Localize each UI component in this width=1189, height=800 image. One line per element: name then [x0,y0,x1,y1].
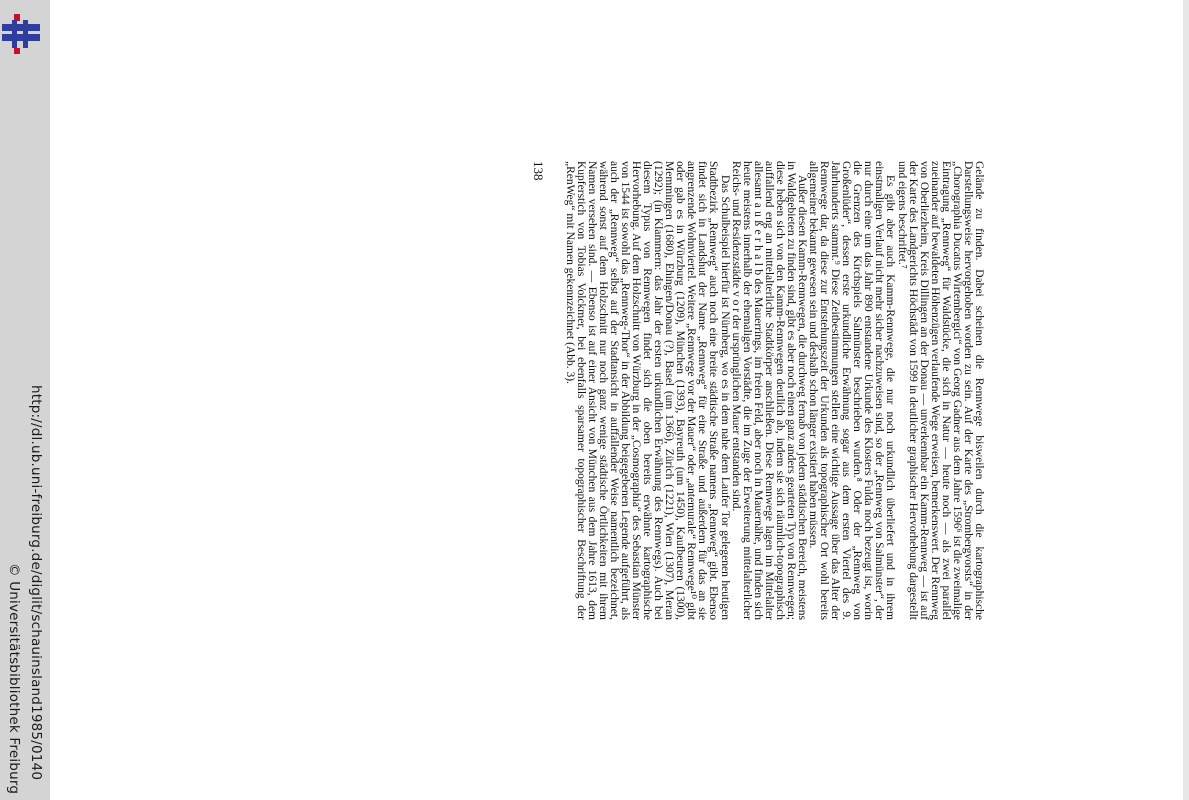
ub-freiburg-logo-icon[interactable] [0,14,46,54]
body-text [564,161,984,620]
paragraph-4: Das Schulbeispiel hierfür ist Nürnberg, wo es in dem nahe dem Laufer Tor gelegenen heutigen Stadtbezirk „Rennweg“ auch noch eine breite städtische Straße namens „Rennweg“ gibt. Ebenso findet sich in Landshut der Name „Rennweg“ für eine Straße und außerdem für das an sie angrenzende Wohnviertel. Weitere „Rennwege vor der Mauer“ oder „antemurale“ Rennwege¹⁰ gibt oder gab es in Würzburg (1209), München (1393), Bayreuth (um 1450), Kaufbeuren (1300), Memmingen (1680), Ehingen/Donau (?), Basel (um 1366), Zürich (1221), Wien (1307), Meran (1292); (in Klammern: das Jahr der ersten urkundlichen Erwähnung des Rennwegs). Auch bei diesem Typus von Rennwegen findet sich die oben bereits erwähnte kartographische Hervorhebung. Auf dem Holzschnitt von Würzburg in der „Cosmographia“ des Sebastian Münster von 1544 ist sowohl das „Rennweg-Thor“ in der Abbildung beigegebenen Legende aufgeführt, als auch der „Rennweg“ selbst auf der Stadtansicht in auffallender Weise namentlich bezeichnet, während sonst auf dem Holzschnitt nur noch ganz wenige städtische Örtlichkeiten mit ihrem Namen versehen sind. — Ebenso ist auf einer Ansicht von München aus dem Jahre 1613, dem Kupferstich von Tobias Volckmer, bei ebenfalls sparsamer topographischer Beschriftung der „RenWeg“ mit Namen gekennzeichnet (Abb. 3). [563,161,731,620]
copyright-notice: © Universitätsbibliothek Freiburg [6,563,22,795]
paragraph-2: Es gibt aber auch Kamm-Rennwege, die nur noch urkundlich überliefert und in ihrem einstmaligen Verlauf nicht mehr sicher nachzuweisen sind, so der „Rennweg von Salmünster“, der nur durch eine um das Jahr 890 entstandene Urkunde des Klosters Fulda noch bezeugt ist, worin die Grenzen des Kirchspiels Salmünster beschrieben wurden.⁸ Oder der „Rennweg von Großenlüder“, dessen erste urkundliche Erwähnung sogar aus dem ersten Viertel des 9. Jahrhunderts stammt.⁹ Diese Zeitbestimmungen stellen eine wichtige Aussage über das Alter der Rennwege dar, da diese zur Entstehungszeit der Urkunden als topographischer Ort wohl bereits allgemeiner bekannt gewesen sein und deshalb schon länger existiert haben müssen. [807,161,897,620]
page-text-block [559,161,984,620]
page-number: 138 [531,161,546,181]
paragraph-3: Außer diesen Kamm-Rennwegen, die durchweg fernab von jedem städtischen Bereich, meistens in Waldgebieten zu finden sind, gibt es aber noch einen ganz anders gearteten Typ von Rennwegen; diese heben sich von den Kamm-Rennwegen deutlich ab, indem sie sich räumlich-topographisch auffallend eng an mittelalterliche Stadtkörper anschließen. Diese Rennwege lagen im Mittelalter allesamt a u ß e r h a l b des Mauerrings, im freien Feld, aber noch in Mauernähe, und finden sich heute meistens innerhalb der ehemaligen Vorstädte, die im Zuge der Erweiterung mittelalterlicher Reichs- und Residenzstädte v o r der ursprünglichen Mauer entstanden sind. [729,161,808,620]
document-url-link[interactable]: http://dl.ub.uni-freiburg.de/diglit/schauinsland1985/0140 [28,385,44,781]
scanned-page [252,157,986,627]
page-edge [1183,0,1189,800]
viewer-sidebar [0,0,50,800]
paragraph-1: Gelände zu finden. Dabei scheinen die Rennwege bisweilen durch die kartographische Darstellungsweise hervorgehoben worden zu sein. Auf der Karte des „Strombergvorsts“ in der „Chorographia Ducatus Wirtembergici“ von Georg Gadner aus dem Jahre 1596⁶ ist die zweimalige Eintragung „Rennweg“ für Waldstücke, die sich in Natur — heute noch — als zwei parallel zueinander auf bewaldeten Höhenzügen verlaufende Wege erweisen, bemerkenswert. Der Rennweg von Oberliezheim, Kreis Dillingen an der Donau — unverkennbar ein Kamm-Rennweg — ist auf der Karte des Landgerichts Höchstädt von 1599 in deutlicher graphischer Hervorhebung dargestellt und eigens beschriftet.⁷ [895,161,985,620]
